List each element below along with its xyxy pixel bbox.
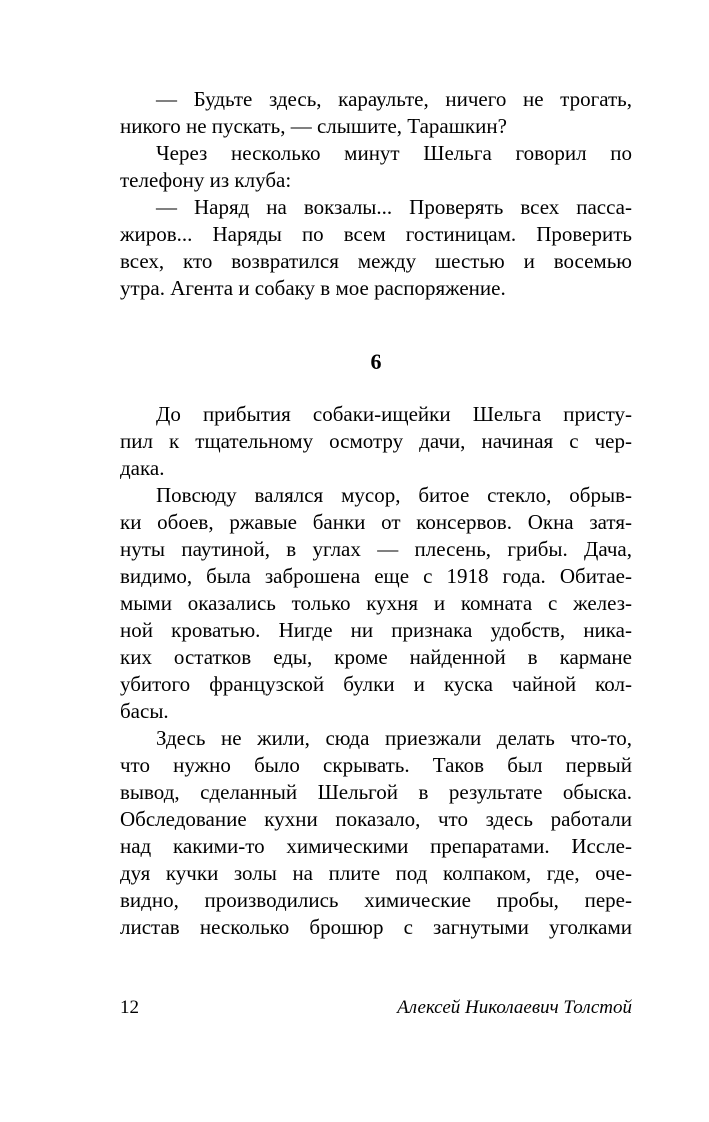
text-line: нуты паутиной, в углах — плесень, грибы. Дача,: [120, 537, 632, 561]
text-line: дуя кучки золы на плите под колпаком, где, оче-: [120, 861, 632, 885]
text-line: никого не пускать, — слышите, Тарашкин?: [120, 114, 507, 138]
paragraph: [120, 482, 632, 725]
text-line: убитого французской булки и куска чайной кол-: [120, 672, 632, 696]
running-title-author: Алексей Николаевич Толстой: [397, 997, 632, 1018]
text-line: всех, кто возвратился между шестью и восемью: [120, 249, 632, 273]
paragraph: [120, 194, 632, 302]
text-block: [120, 86, 632, 941]
paragraph: [120, 401, 632, 482]
page-footer: [120, 996, 632, 1020]
text-line: До прибытия собаки-ищейки Шельга присту-: [156, 402, 632, 426]
text-line: Повсюду валялся мусор, битое стекло, обрыв-: [156, 483, 632, 507]
text-line: Через несколько минут Шельга говорил по: [156, 141, 632, 165]
chapter-number: 6: [370, 349, 382, 374]
text-line: листав несколько брошюр с загнутыми уголками: [120, 915, 632, 939]
text-line: телефону из клуба:: [120, 168, 292, 192]
text-line: Здесь не жили, сюда приезжали делать что-то,: [156, 726, 632, 750]
page-number: 12: [120, 997, 139, 1018]
text-line: — Будьте здесь, караульте, ничего не трогать,: [156, 87, 632, 111]
paragraph: [120, 86, 632, 140]
text-line: видимо, была заброшена еще с 1918 года. Обитае-: [120, 564, 632, 588]
text-line: дака.: [120, 456, 165, 480]
text-line: басы.: [120, 699, 169, 723]
text-line: что нужно было скрывать. Таков был первый: [120, 753, 632, 777]
text-line: видно, производились химические пробы, пере-: [120, 888, 632, 912]
text-line: утра. Агента и собаку в мое распоряжение.: [120, 276, 506, 300]
text-line: пил к тщательному осмотру дачи, начиная с чер-: [120, 429, 632, 453]
text-line: жиров... Наряды по всем гостиницам. Проверить: [120, 222, 632, 246]
paragraph: [120, 725, 632, 941]
text-line: ких остатков еды, кроме найденной в кармане: [120, 645, 632, 669]
text-line: Обследование кухни показало, что здесь работали: [120, 807, 632, 831]
text-line: вывод, сделанный Шельгой в результате обыска.: [120, 780, 632, 804]
text-line: над какими-то химическими препаратами. Иссле-: [120, 834, 632, 858]
text-line: мыми оказались только кухня и комната с желез-: [120, 591, 632, 615]
text-line: — Наряд на вокзалы... Проверять всех пасса-: [156, 195, 632, 219]
text-line: ной кроватью. Нигде ни признака удобств, ника-: [120, 618, 632, 642]
paragraph: [120, 140, 632, 194]
text-line: ки обоев, ржавые банки от консервов. Окна затя-: [120, 510, 632, 534]
